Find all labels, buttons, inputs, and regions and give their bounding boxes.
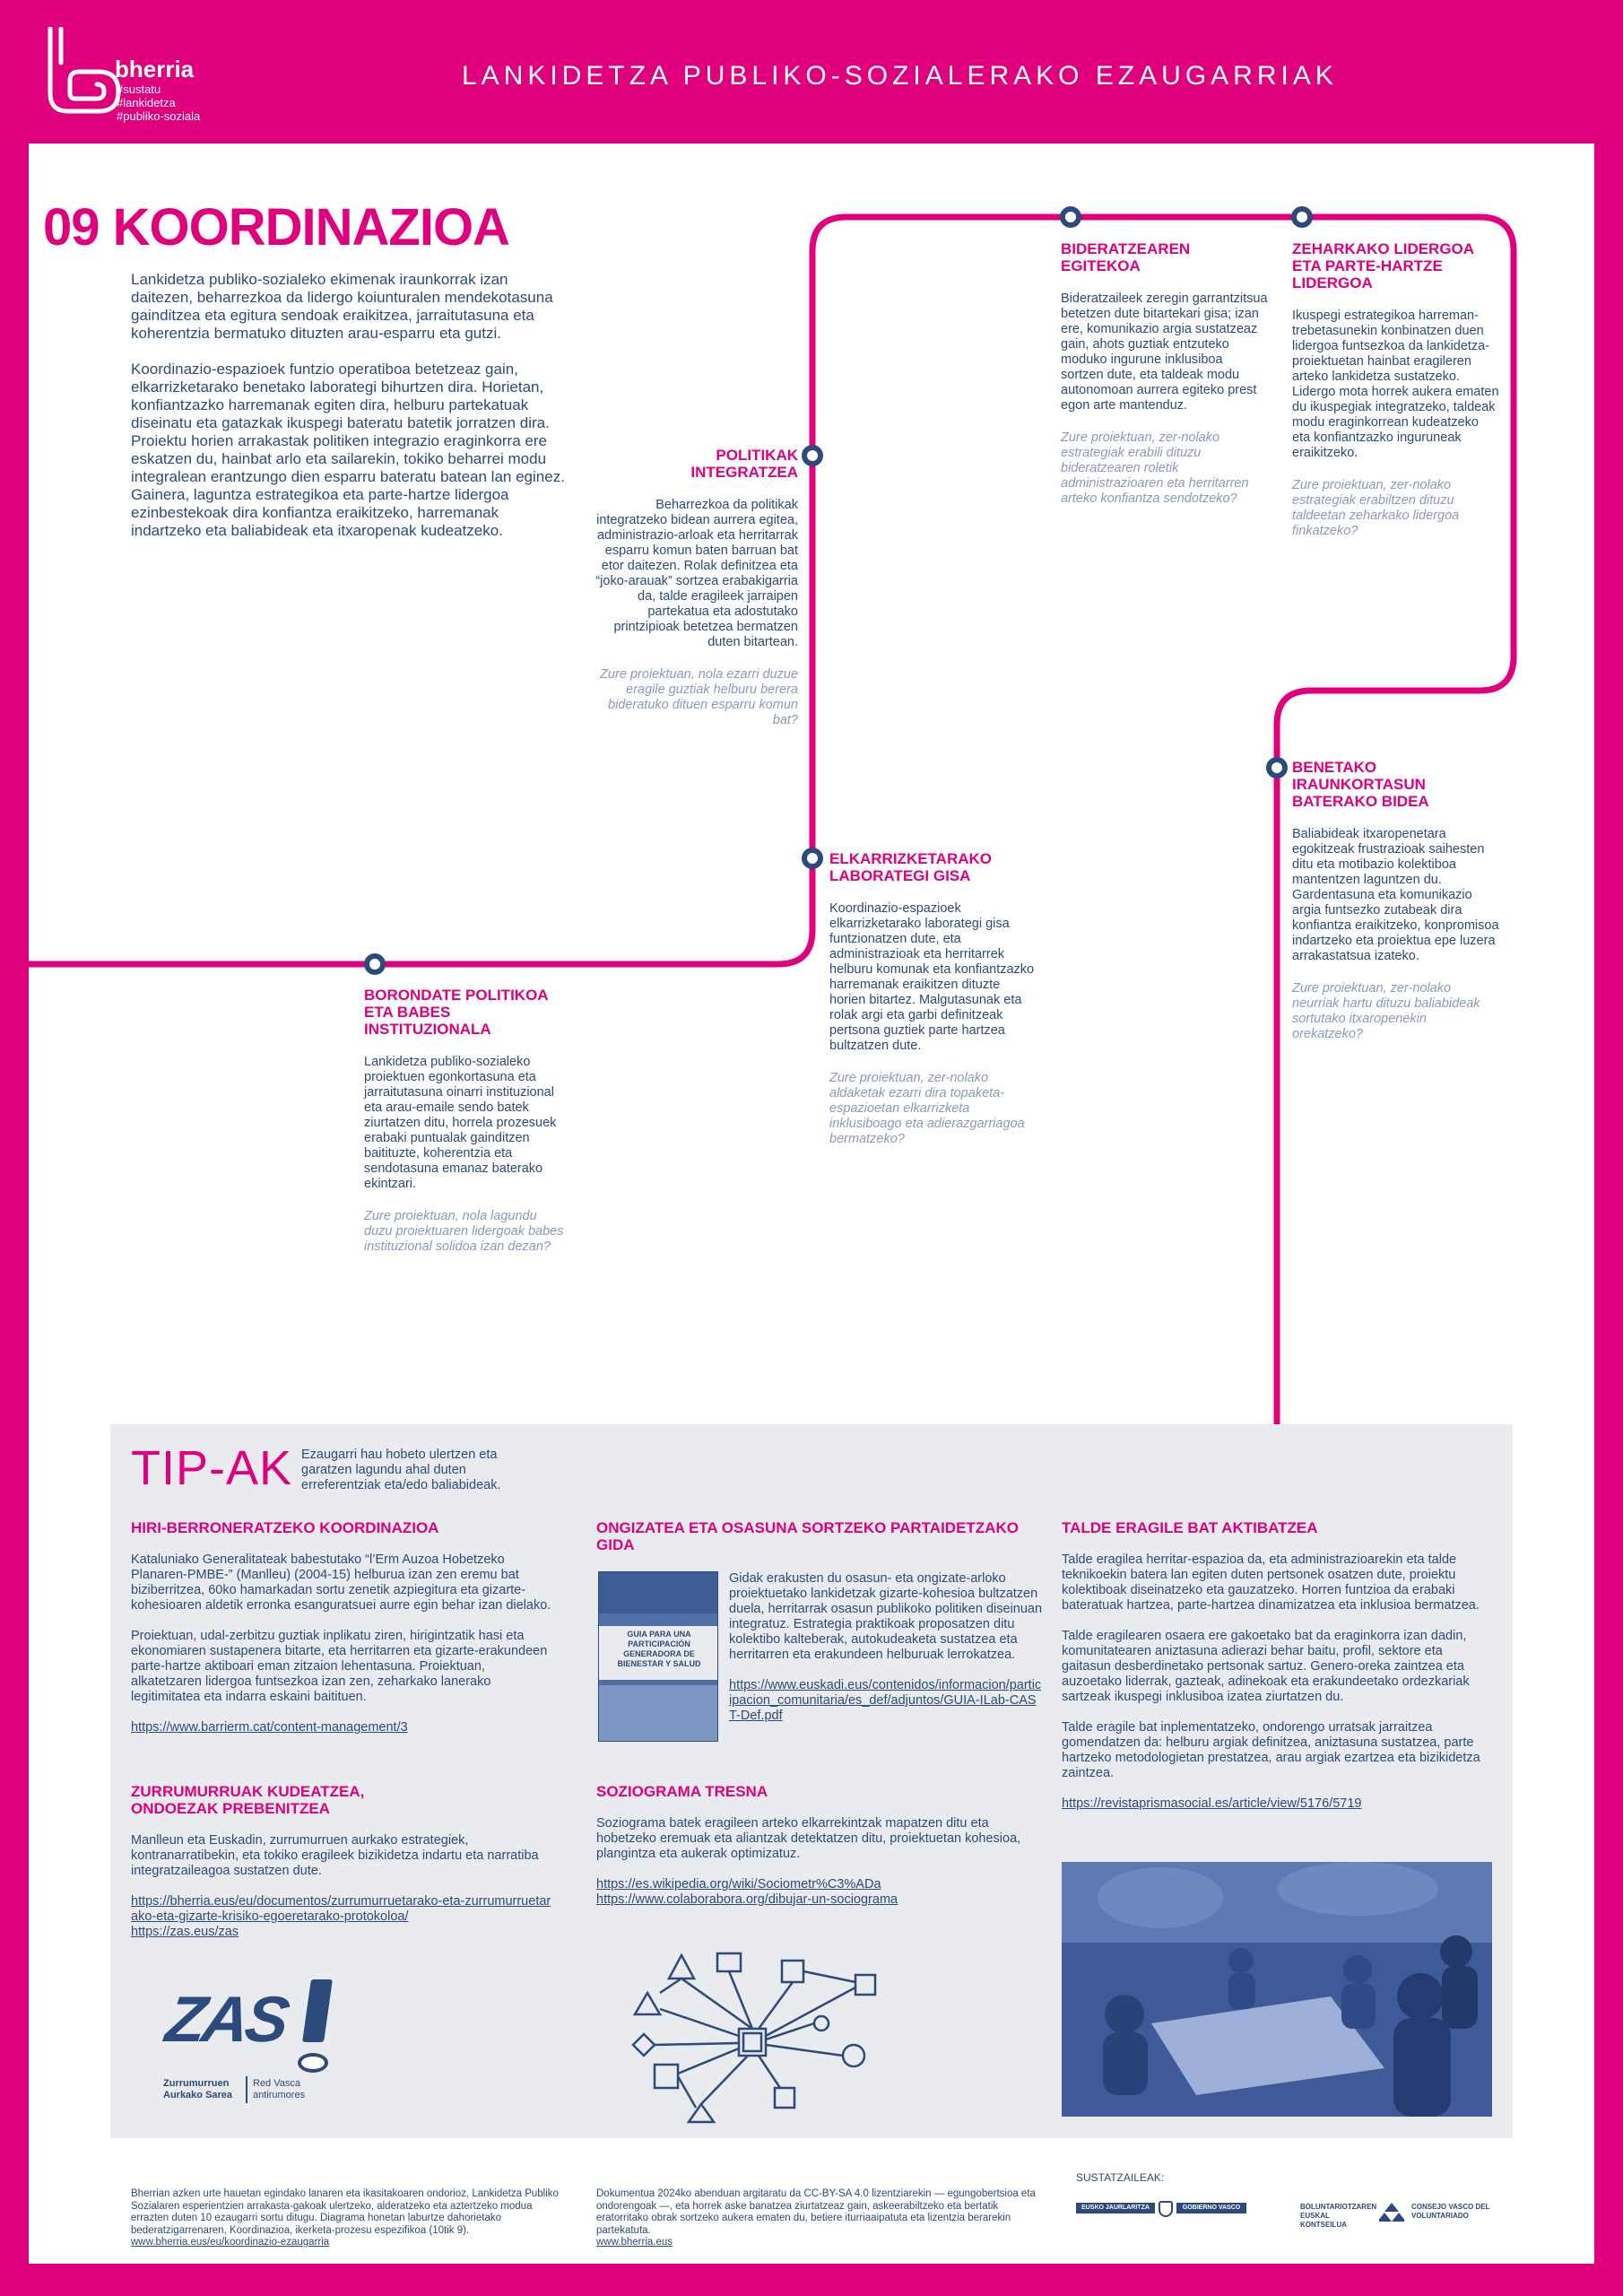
tip-paragraph: Proiektuan, udal-zerbitzu guztiak inplikatu ziren, hirigintzatik hasi eta ekonomiaren sustapenera bitarte, eta herritarren eta gizarte-erakundeen parte-hartze aktiboari eman zitzaion lehentasuna. Proiektuan, alkatetzaren lidergoa funtsezkoa izan zen, zeharkako lanerako legitimitatea eta indarra eskaini baitituen. [131, 1629, 548, 1704]
tip-soziograma [596, 1783, 1036, 1908]
footer-text: Dokumentua 2024ko abenduan argitaratu da CC-BY-SA 4.0 lizentziarekin — egungobertsioa eta ondorengoak —, eta horrek aske banatzea ziurtatzeaz gain, askeerabiltzeko eta bertatik eratorritako obrak sortzeko aukera ematen du, betiere iturriaaipatuta eta lizentzia berarekin partekatuta. [596, 2188, 1036, 2236]
sponsor-gobierno-vasco [1076, 2203, 1246, 2222]
step-title: ELKARRIZKETARAKO LABORATEGI GISA [829, 850, 993, 884]
tip-title: ONGIZATEA ETA OSASUNA SORTZEKO PARTAIDETZAKO GIDA [596, 1519, 1019, 1553]
guide-cover-image [598, 1571, 718, 1742]
route-node [1269, 760, 1285, 776]
step-title: BIDERATZEAREN EGITEKOA [1061, 240, 1191, 274]
sponsor-voluntariado [1300, 2203, 1497, 2230]
group-meeting-photo [1062, 1862, 1492, 2117]
step-title: POLITIKAK INTEGRATZEA [690, 447, 798, 481]
step-zeharkako [1292, 240, 1500, 556]
zas-bubble-icon [298, 2053, 328, 2073]
tag: #sustatu [117, 83, 161, 96]
sponsor-name: CONSEJO VASCO DEL VOLUNTARIADO [1411, 2203, 1490, 2220]
tip-link[interactable]: https://www.barrierm.cat/content-management/3 [131, 1720, 408, 1735]
tip-title: HIRI-BERRONERATZEKO KOORDINAZIOA [131, 1519, 439, 1536]
route-node [804, 850, 820, 866]
route-node [804, 448, 820, 464]
zas-logo-text: ZAS [161, 1984, 291, 2056]
route-node [1294, 209, 1310, 225]
zas-caption-left [163, 2078, 232, 2101]
tip-hiri [131, 1519, 552, 1735]
tip-link[interactable]: https://es.wikipedia.org/wiki/Sociometr%C3%ADa [596, 1877, 881, 1892]
tip-paragraph: Kataluniako Generalitateak babestutako “l’Erm Auzoa Hobetzeko Planaren-PMBE-” (Manlleu) (2004-15) helburua izan zen eremu bat biziberritzea, 60ko hamarkadan sortu zenetik azpiegitura eta gizarte-kohesioaren aldetik erronka esanguratsuei aurre egin behar izan dielako. [131, 1552, 551, 1613]
zas-exclaim-icon [302, 1979, 333, 2042]
step-title: BENETAKO IRAUNKORTASUN BATERAKO BIDEA [1292, 759, 1429, 810]
zas-caption-right [253, 2078, 305, 2101]
step-body: Beharrezkoa da politikak integratzeko bidean aurrera egitea, administrazio-arloak eta herritarrak esparru komun baten barruan bat etor daitezen. Rolak definitzea eta “joko-arauak” sortzea erabakigarria da, talde eragileek jarraipen partekatua eta adostutako printzipioak betetzea bermatzen duten bitartean. [595, 498, 798, 649]
tips-intro: Ezaugarri hau hobeto ulertzen eta garatzen lagundu ahal duten erreferentziak eta/edo baliabideak. [301, 1448, 501, 1492]
intro-paragraph: Koordinazio-espazioek funtzio operatiboa betetzeaz gain, elkarrizketarako benetako laborategi bihurtzen dira. Horietan, konfiantzazko harremanak egiten dira, helburu partekatuak diseinatu eta gatazkak ikuspegi bateratu batetik jorratzen dira. Proiektu horien arrakastak politiken integrazio eraginkorra ere eskatzen du, hainbat arlo eta sailarekin, tokiko beharrei modu integralean erantzungo dien esparru bateratu batean lan eginez. Gainera, laguntza estrategikoa eta parte-hartze lidergoa ezinbestekoak dira konfiantza eraikitzeko, harremanak indartzeko eta baliabideak eta itxaropenak kudeatzeko. [131, 361, 565, 539]
footer-middle [596, 2188, 1045, 2249]
tip-link[interactable]: https://www.colaborabora.org/dibujar-un-sociograma [596, 1892, 898, 1907]
step-question: Zure proiektuan, zer-nolako neurriak hartu dituzu baliabideak sortutako itxaropenekin orekatzeko? [1292, 981, 1480, 1041]
step-body: Ikuspegi estrategikoa harreman-trebetasunekin konbinatzen duen lidergoa funtsezkoa da lankidetza-proiektuetan hainbat eragileren arteko lankidetza sustatzeko. Lidergo mota horrek aukera ematen du ikuspegiak integratzeko, taldeak modu eraginkorrean kudeatzeko eta konfiantzazko inguruneak eraikitzeko. [1292, 309, 1499, 460]
step-body: Lankidetza publiko-sozialeko proiektuen egonkortasuna eta jarraitutasuna oinarri instituzional eta arau-emaile sendo batek ziurtatzen ditu, horrela prozesuek erabaki puntualak gainditzen baitituzte, koherentzia eta sendotasuna emanaz baterako ekintzari. [364, 1055, 557, 1191]
sociogram-illustration [619, 1937, 906, 2126]
tip-paragraph: Talde eragile bat inplementatzeko, ondorengo urratsak jarraitzea gomendatzen da: helburu argiak definitzea, aniztasuna sustatzea, parte hartzeko metodologietan prestatzea, arau argiak ezartzea eta bizikidetza zaintzea. [1062, 1720, 1480, 1780]
tip-link[interactable]: https://zas.eus/zas [131, 1925, 239, 1939]
sponsor-name: EUSKO JAURLARITZA [1076, 2203, 1155, 2213]
step-body: Baliabideak itxaropenetara egokitzeak frustrazioak saihesten ditu eta motibazio kolektiboa mantentzen laguntzen du. Gardentasuna eta komunikazio argia funtsezko zutabeak dira konfiantza eraikitzeko, konpromisoa indartzeko eta proiektua epe luzera arrakastatsua izateko. [1292, 827, 1499, 963]
step-borondate [364, 987, 566, 1272]
tip-paragraph: Manlleun eta Euskadin, zurrumurruen aurkako estrategiek, kontranarratibekin, eta tokiko eragileek bizikidetza indartu eta narratiba integratzaileagoa sustatzen dute. [131, 1833, 539, 1878]
sponsors-label: SUSTATZAILEAK: [1076, 2171, 1165, 2184]
step-body: Koordinazio-espazioek elkarrizketarako laborategi gisa funtzionatzen dute, eta administrazioak eta herritarrek helburu komunak eta konfiantzazko harremanak eraikitzen dituzte horien bitartez. Malgutasunak eta rolak argi eta garbi definitzeak pertsona guztiek parte hartzea bultzatzen dute. [829, 901, 1035, 1053]
zas-caption-line: Red Vasca [253, 2078, 300, 2089]
footer-link[interactable]: www.bherria.eus/eu/koordinazio-ezaugarria [131, 2237, 330, 2248]
cover-title: GUIA PARA UNA PARTICIPACIÓN GENERADORA DE BIENESTAR Y SALUD [599, 1626, 718, 1680]
footer-link[interactable]: www.bherria.eus [596, 2237, 673, 2248]
step-question: Zure proiektuan, zer-nolako estrategiak erabiltzen dituzu taldeetan zeharkako lidergoa finkatzeko? [1292, 478, 1460, 538]
cover-band [599, 1572, 718, 1613]
step-title: ZEHARKAKO LIDERGOA ETA PARTE-HARTZE LIDERGOA [1292, 240, 1474, 291]
footer-left [131, 2188, 561, 2249]
step-bideratzea [1061, 240, 1269, 524]
step-iraunkortasuna [1292, 759, 1500, 1059]
tip-zurrumurru [131, 1783, 552, 1940]
sponsor-name: GOBIERNO VASCO [1176, 2203, 1246, 2213]
zas-caption-line: antirumores [253, 2090, 306, 2100]
tag: #publiko-soziala [117, 109, 201, 123]
tag: #lankidetza [117, 96, 176, 109]
brand-name: bherria [115, 56, 195, 83]
footer-text: Bherrian azken urte hauetan egindako lanaren eta ikasitakoaren ondorioz, Lankidetza Publiko Sozialaren esperientzien arrakasta-gakoak ulertzeko, alderatzeko eta aztertzeko modua errazten duten 10 ezaugarri sortu ditugu. Diagrama honetan laburtze dahorietako bederatzigarrenaren, Koordinazioa, ikerketa-prozesu espezifikoa (10tik 9). [131, 2188, 559, 2236]
route-node [367, 956, 383, 972]
intro-text [131, 271, 567, 558]
tips-title: TIP-AK [131, 1441, 293, 1495]
tip-ongizatea [596, 1519, 1036, 1570]
voluntariado-icon [1379, 2203, 1404, 2222]
tip-paragraph: Gidak erakusten du osasun- eta ongizate-arloko proiektuetako lankidetzak gizarte-kohesioa bultzatzen duela, herritarrak osasun publikoko politiken diseinuan integratuz. Estrategia praktikoak proposatzen ditu kolektibo kalteberak, autokudeaketa sustatzea eta herritarren eta erakundeen helburuak lerrokatzea. [729, 1571, 1043, 1662]
page-title: 09 KOORDINAZIOA [43, 198, 509, 257]
tip-paragraph: Talde eragilearen osaera ere gakoetako bat da eraginkorra izan dadin, komunitatearen aniztasuna adierazi behar baitu, profil, sektore eta gaitasun desberdinetako pertsonak sartuz. Genero-oreka zaintzea eta auzoetako liderrak, gazteak, adinekoak eta erakundeetako ordezkariak sartzeak ikuspegi inklusiboa izatea ziurtatzen du. [1062, 1629, 1470, 1704]
coat-of-arms-icon [1159, 2201, 1173, 2217]
tip-title: ZURRUMURRUAK KUDEATZEA, ONDOEZAK PREBENITZEA [131, 1783, 365, 1817]
intro-paragraph: Lankidetza publiko-sozialeko ekimenak iraunkorrak izan daitezen, beharrezkoa da lidergo koiunturalen mendekotasuna gainditzea eta egitura sendoak eraikitzea, jarraitutasuna eta koherentzia bermatuko dituzten arau-esparru eta gutzi. [131, 271, 553, 342]
tip-title: TALDE ERAGILE BAT AKTIBATZEA [1062, 1519, 1318, 1536]
step-question: Zure proiektuan, nola lagundu duzu proiektuaren lidergoak babes instituzional solidoa izan dezan? [364, 1209, 564, 1254]
tip-talde [1062, 1519, 1492, 1812]
zas-divider [246, 2076, 247, 2103]
step-politikak [592, 447, 798, 745]
tip-link[interactable]: https://bherria.eus/eu/documentos/zurrumurruetarako-eta-zurrumurruetarako-eta-gizarte-krisiko-egoeretarako-protokoloa/ [131, 1894, 551, 1924]
sponsor-name: BOLUNTARIOTZAREN EUSKAL KONTSEILUA [1300, 2203, 1377, 2229]
tip-ongizatea-text [729, 1571, 1043, 1724]
route-node [1063, 209, 1079, 225]
step-body: Bideratzaileek zeregin garrantzitsua betetzen dute bitartekari gisa; izan ere, komunikazio argia sustatzeaz gain, ahots guztiak entzuteko moduko ingurune inklusiboa sortzen dute, eta taldeak modu autonomoan aurrera egiteko prest egon arte mantenduz. [1061, 291, 1268, 413]
step-question: Zure proiektuan, nola ezarri duzue eragile guztiak helburu berera bideratuko dituen esparru komun bat? [600, 667, 798, 727]
zas-logo [163, 1978, 378, 2112]
tip-paragraph: Talde eragilea herritar-espazioa da, eta administrazioarekin eta talde teknikoekin batera lan egiten duten pertsonek osatzen dute, proiektu kolektiboak diseinatzeko eta gauzatzeko. Horren funtzioa da erabaki bateratuak hartzea, parte-hartzea dinamizatzea eta inklusioa bermatzea. [1062, 1552, 1480, 1613]
step-elkarrizketa [829, 850, 1036, 1164]
step-title: BORONDATE POLITIKOA ETA BABES INSTITUZIONALA [364, 987, 548, 1038]
step-question: Zure proiektuan, zer-nolako aldaketak ezarri dira topaketa-espazioetan elkarrizketa inklusiboago eta adierazgarriagoa bermatzeko? [829, 1071, 1025, 1146]
zas-caption-line: Zurrumurruen [163, 2078, 230, 2089]
tip-link[interactable]: https://revistaprismasocial.es/article/view/5176/5719 [1062, 1796, 1362, 1811]
tip-link[interactable]: https://www.euskadi.eus/contenidos/informacion/participacion_comunitaria/es_def/adjuntos/GUIA-ILab-CAST-Def.pdf [729, 1678, 1042, 1723]
cover-photo [599, 1685, 718, 1742]
zas-caption-line: Aurkako Sarea [163, 2090, 233, 2100]
header-title: LANKIDETZA PUBLIKO-SOZIALERAKO EZAUGARRIAK [462, 61, 1338, 91]
tip-title: SOZIOGRAMA TRESNA [596, 1783, 768, 1800]
tip-paragraph: Soziograma batek eragileen arteko elkarrekintzak mapatzen ditu eta hobetzeko eremuak eta aliantzak detektatzen ditu, proiektuetan kohesioa, plangintza eta aukerak optimizatuz. [596, 1816, 1021, 1861]
step-question: Zure proiektuan, zer-nolako estrategiak erabili dituzu bideratzearen roletik administrazioaren eta herritarren arteko konfiantza sendotzeko? [1061, 430, 1249, 506]
